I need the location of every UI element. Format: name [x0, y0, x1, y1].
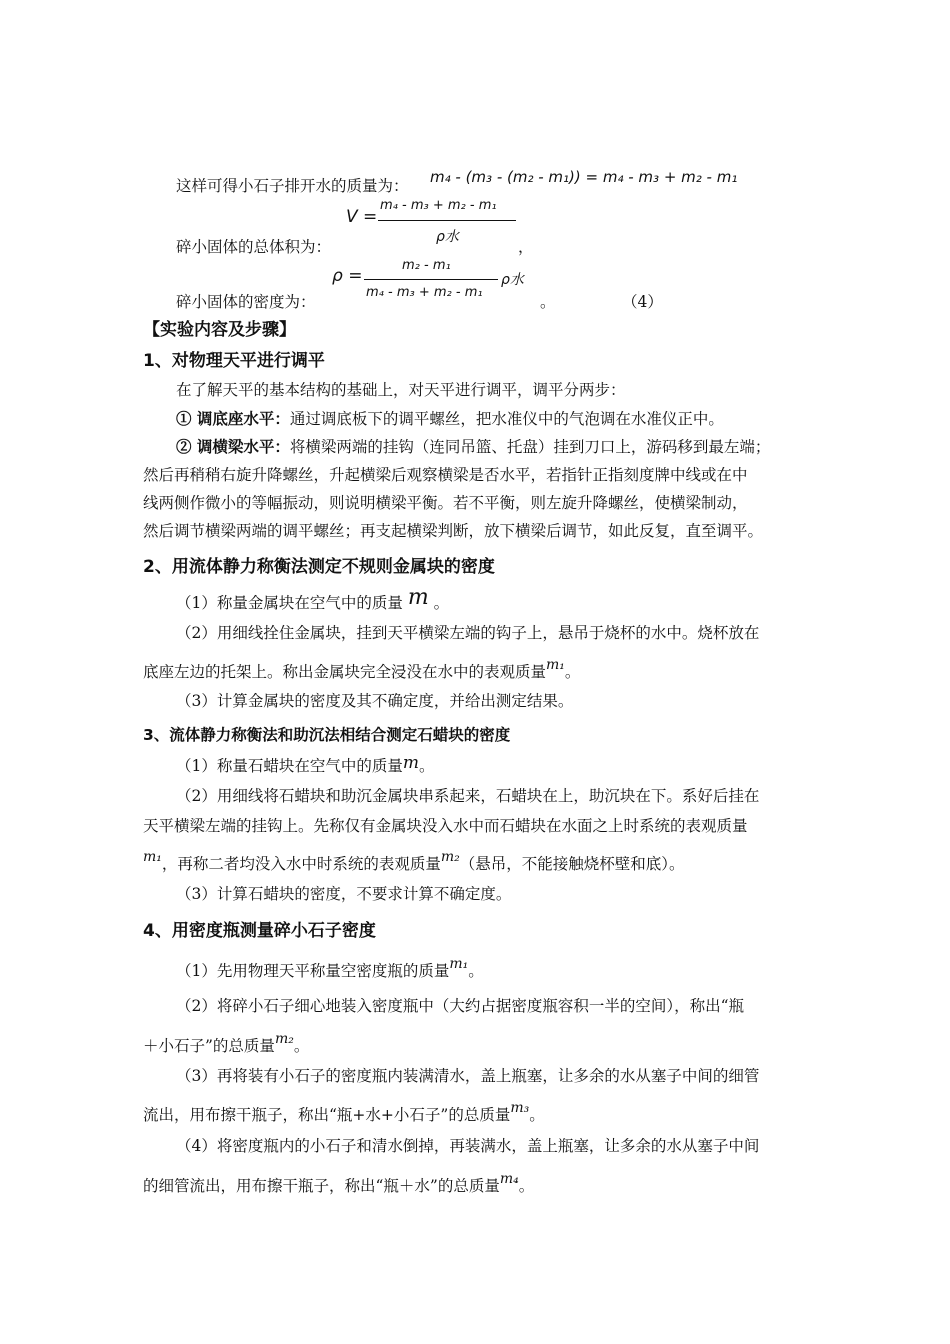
density-label: 碎小固体的密度为： [176, 293, 316, 311]
section-4-item4-line1: （4）将密度瓶内的小石子和清水倒掉，再装满水，盖上瓶塞，让多余的水从塞子中间 [176, 1137, 760, 1155]
section-4-title: 4、用密度瓶测量碎小石子密度 [143, 921, 376, 941]
mass-variable: m₂ [274, 1031, 294, 1047]
section-1-title: 1、对物理天平进行调平 [143, 351, 325, 371]
density-fraction-bar [364, 279, 498, 280]
mass-variable: m₃ [510, 1100, 530, 1116]
item-end: 。 [293, 1037, 310, 1055]
mass-variable: m₁ [143, 849, 162, 865]
mass-variable: m [402, 753, 419, 773]
item-text: 流出，用布擦干瓶子，称出“瓶+水+小石子”的总质量 [143, 1106, 511, 1124]
equation-number: （4） [622, 293, 663, 311]
item-text: 底座左边的托架上。称出金属块完全浸没在水中的表观质量 [143, 663, 547, 681]
item-end: 。 [468, 962, 484, 980]
item-text: （1）称量石蜡块在空气中的质量 [176, 757, 403, 775]
item-end: 。 [419, 757, 435, 775]
step2-line3: 线两侧作微小的等幅振动，则说明横梁平衡。若不平衡，则左旋升降螺丝，使横梁制动， [143, 494, 748, 512]
mass-expression: m₄ - (m₃ - (m₂ - m₁)) = m₄ - m₃ + m₂ - m₁ [430, 168, 738, 186]
step2-label: ② 调横梁水平： [176, 437, 290, 456]
section-3-item2-line2: 天平横梁左端的挂钩上。先称仅有金属块没入水中而石蜡块在水面之上时系统的表观质量 [143, 817, 748, 835]
volume-lhs: V = [346, 207, 378, 227]
mass-label: 这样可得小石子排开水的质量为： [176, 177, 409, 195]
section-3-item3: （3）计算石蜡块的密度，不要求计算不确定度。 [176, 885, 512, 903]
item-text: ＋小石子”的总质量 [143, 1037, 275, 1055]
section-4-item2-line1: （2）将碎小石子细心地装入密度瓶中（大约占据密度瓶容积一半的空间），称出“瓶 [176, 997, 745, 1015]
item-text: ，再称二者均没入水中时系统的表观质量 [161, 855, 441, 873]
step2-line1: 将横梁两端的挂钩（连同吊篮、托盘）挂到刀口上，游码移到最左端； [289, 438, 771, 456]
density-denominator: m₄ - m₃ + m₂ - m₁ [366, 285, 483, 300]
item-text: （1）称量金属块在空气中的质量 [176, 594, 403, 612]
volume-numerator: m₄ - m₃ + m₂ - m₁ [380, 198, 497, 213]
section-3-item2-line3 [143, 849, 685, 875]
section-4-item3-line1: （3）再将装有小石子的密度瓶内装满清水，盖上瓶塞，让多余的水从塞子中间的细管 [176, 1067, 760, 1085]
section-2-item2-line2 [143, 657, 581, 683]
section-4-item1 [176, 956, 484, 982]
mass-variable: m₄ [499, 1171, 519, 1187]
item-text: 的细管流出，用布擦干瓶子，称出“瓶＋水”的总质量 [143, 1177, 500, 1195]
density-factor: ρ水 [501, 272, 524, 288]
section-3-item2-line1: （2）用细线将石蜡块和助沉金属块串系起来，石蜡块在上，助沉块在下。系好后挂在 [176, 787, 760, 805]
section-4-item2-line2 [143, 1031, 310, 1057]
section-4-item4-line2 [143, 1171, 535, 1197]
item-end: 。 [564, 663, 581, 681]
item-end: 。 [433, 594, 450, 612]
volume-label: 碎小固体的总体积为： [176, 238, 332, 256]
step2-line4: 然后调节横梁两端的调平螺丝；再支起横梁判断，放下横梁后调节，如此反复，直至调平。 [143, 522, 764, 540]
item-end: （悬吊，不能接触烧杯壁和底）。 [459, 855, 685, 873]
volume-fraction-bar [378, 220, 516, 221]
section-4-item3-line2 [143, 1100, 545, 1126]
section-2-item1 [176, 585, 450, 613]
step1-label: ① 调底座水平： [176, 409, 290, 428]
section-2-item3: （3）计算金属块的密度及其不确定度，并给出测定结果。 [176, 692, 574, 710]
item-end: 。 [529, 1106, 545, 1124]
section-3-item1 [176, 753, 435, 776]
item-end: 。 [518, 1177, 535, 1195]
mass-variable: m₁ [449, 956, 469, 972]
item-text: （1）先用物理天平称量空密度瓶的质量 [176, 962, 450, 980]
step1-text: 通过调底板下的调平螺丝，把水准仪中的气泡调在水准仪正中。 [289, 410, 724, 428]
mass-variable: m₁ [546, 657, 565, 673]
section-1-step1 [176, 409, 724, 429]
section-1-intro: 在了解天平的基本结构的基础上，对天平进行调平，调平分两步： [176, 381, 626, 399]
step2-line2: 然后再稍稍右旋升降螺丝，升起横梁后观察横梁是否水平，若指针正指刻度牌中线或在中 [143, 466, 748, 484]
section-2-item2-line1: （2）用细线拴住金属块，挂到天平横梁左端的钩子上，悬吊于烧杯的水中。烧杯放在 [176, 624, 760, 642]
section-3-title: 3、流体静力称衡法和助沉法相结合测定石蜡块的密度 [143, 726, 511, 744]
density-lhs: ρ = [332, 266, 363, 286]
mass-variable: m [407, 585, 429, 610]
section-2-title: 2、用流体静力称衡法测定不规则金属块的密度 [143, 557, 495, 577]
volume-tail: ， [518, 238, 534, 256]
section-1-step2 [176, 437, 770, 457]
mass-variable: m₂ [440, 849, 460, 865]
density-tail: 。 [540, 293, 556, 311]
section-heading: 【实验内容及步骤】 [143, 320, 296, 340]
density-numerator: m₂ - m₁ [402, 258, 451, 273]
volume-denominator: ρ水 [436, 229, 459, 245]
